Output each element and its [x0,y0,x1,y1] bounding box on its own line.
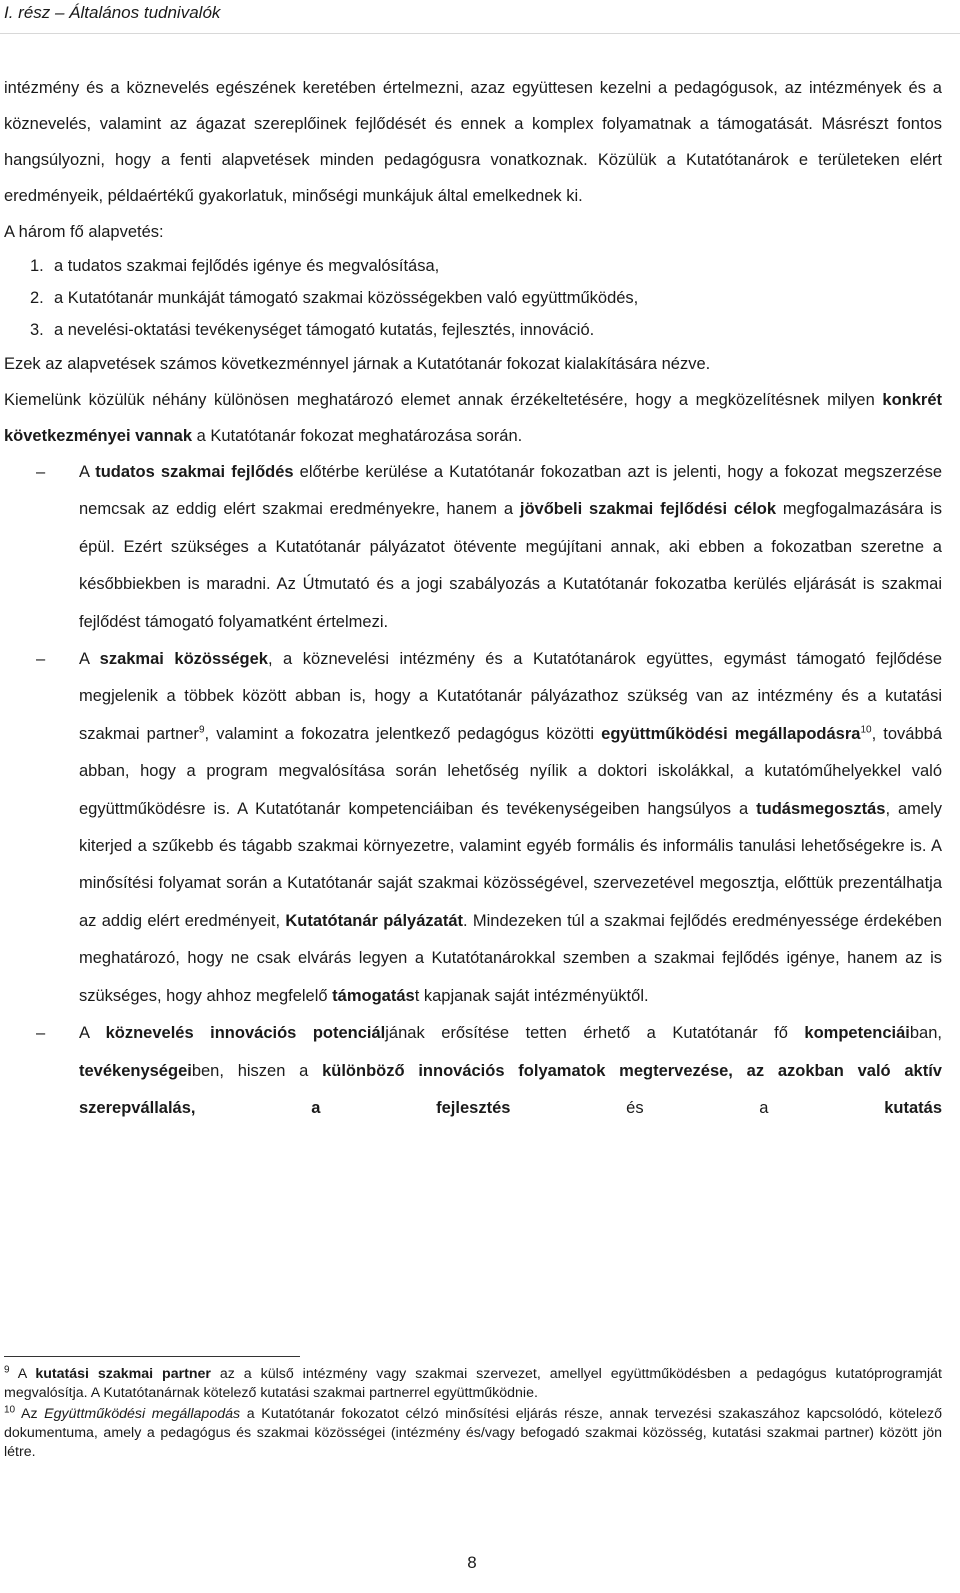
dash-item-innovation [4,1015,942,1127]
list-item [4,314,942,346]
dash-bullet: – [36,1024,46,1043]
dash-bullet: – [36,463,46,481]
running-header: I. rész – Általános tudnivalók [4,3,221,22]
footnotes [4,1365,942,1464]
footnote-ref[interactable]: 9 [198,724,205,736]
footnote-9: $^9$ A kutatási szakmai partner az a külső intézmény vagy szakmai szervezet, amellyel együttműködésben a pedagógus kutatóprogramját megvalósítja. A Kutatótanárnak kötelező kutatási szakmai partnerrel együttműködnie. [4,1364,942,1401]
list-text: a Kutatótanár munkáját támogató szakmai közösségekben való együttműködés, [54,289,639,307]
dash-item-professional-communities [4,641,942,1015]
dash-item-professional-development [4,454,942,641]
footnote-10: $^{10}$ Az Együttműködési megállapodás a Kutatótanár fokozatot célzó minősítési eljárás része, annak tervezési szakaszához kapcsolódó, kötelező dokumentuma, amely a pedagógus és szakmai közösségei (intézmény és/vagy befogadó szakmai közösség, kutatási szakmai partner) között jön létre. [4,1404,942,1460]
three-principles-label: A három fő alapvetés: [4,223,164,241]
intro-paragraph: intézmény és a köznevelés egészének keretében értelmezni, azaz együttesen kezelni a pedagógusok, az intézmények és a köznevelés, valamint az ágazat szereplőinek fejlődését és ennek a komplex folyamatnak a támogatását. Másrészt fontos hangsúlyozni, hogy a fenti alapvetések minden pedagógusra vonatkoznak. Közülük a Kutatótanárok e területeken elért eredményeik, példaértékű gyakorlatuk, minőségi munkájuk által emelkednek ki. [4,79,942,205]
list-text: a nevelési-oktatási tevékenységet támogató kutatás, fejlesztés, innováció. [54,321,595,339]
dash-text: A tudatos szakmai fejlődés előtérbe kerülése a Kutatótanár fokozatban azt is jelenti, hogy a fokozat megszerzése nemcsak az eddig elért szakmai eredményekre, hanem a jövőbeli szakmai fejlődési célok megfogalmazására is épül. Ezért szükséges a Kutatótanár pályázatot ötévente megújítani annak, aki ebben a fokozatban szeretne a későbbiekben is maradni. Az Útmutató és a jogi szabályozás a Kutatótanár fokozatba kerülés eljárását is szakmai fejlődést támogató folyamatként értelmezi. [79,463,942,631]
page-body [4,70,942,1127]
list-number: 1. [30,257,44,275]
consequences-paragraph: Ezek az alapvetések számos következménnyel járnak a Kutatótanár fokozat kialakítására nézve. [4,355,711,373]
page-number: 8 [467,1553,477,1572]
dash-bullet: – [36,650,46,669]
header-divider [0,33,960,34]
dash-text: A köznevelés innovációs potenciáljának erősítése tetten érhető a Kutatótanár fő kompetenciáiban, tevékenységeiben, hiszen a különböző innovációs folyamatok megtervezése, az azokban való aktív szerepvállalás, a fejlesztés és a kutatás [79,1024,942,1117]
list-item [4,250,942,282]
dash-text: A szakmai közösségek, a köznevelési intézmény és a Kutatótanárok együttes, egymást támogató fejlődése megjelenik a többek között abban is, hogy a Kutatótanár pályázathoz szükség van az intézmény és a kutatási szakmai partner$^9$, valamint a fokozatra jelentkező pedagógus közötti együttműködési megállapodásra$^{10}$, továbbá abban, hogy a program megvalósítása során lehetőség nyílik a doktori iskolákkal, a kutatóműhelyekkel való együttműködésre is. A Kutatótanár kompetenciáiban és tevékenységeiben hangsúlyos a tudásmegosztás, amely kiterjed a szűkebb és tágabb szakmai környezetre, valamint egyéb formális és informális tanulási lehetőségekre is. A minősítési folyamat során a Kutatótanár saját szakmai közösségével, szervezetével megosztja, előttük prezentálhatja az addig elért eredményeit, Kutatótanár pályázatát. Mindezeken túl a szakmai fejlődés eredményessége érdekében meghatározó, hogy ne csak elvárás legyen a Kutatótanárokkal szemben a szakmai fejlődés igénye, hanem az is szükséges, hogy ahhoz megfelelő támogatást kapjanak saját intézményüktől. [79,650,943,1005]
list-number: 2. [30,289,44,307]
footnote-divider [4,1356,300,1357]
principles-list [4,250,942,346]
list-text: a tudatos szakmai fejlődés igénye és megvalósítása, [54,257,440,275]
highlight-paragraph: Kiemelünk közülük néhány különösen meghatározó elemet annak érzékeltetésére, hogy a megközelítésnek milyen konkrét következményei vannak a Kutatótanár fokozat meghatározása során. [4,391,942,445]
list-number: 3. [30,321,44,339]
list-item [4,282,942,314]
footnote-ref[interactable]: 10 [860,724,872,736]
